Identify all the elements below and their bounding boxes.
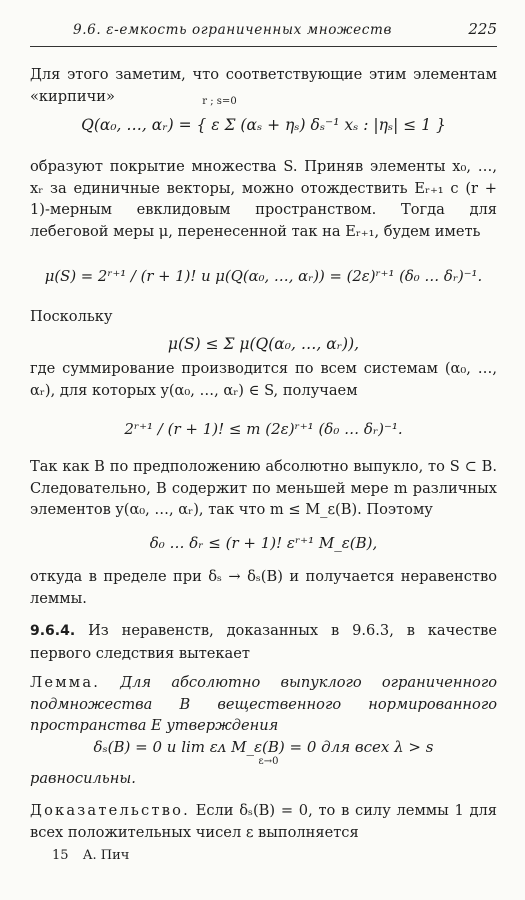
header-rule — [30, 46, 497, 47]
section-9-6-4 — [30, 620, 497, 664]
equation-brick-sum-limits: r ; s=0 — [202, 96, 237, 107]
paragraph-intro: Для этого заметим, что соответствующие этим элементам «кирпичи» — [30, 66, 497, 105]
proof-label: Доказательство. — [30, 802, 190, 819]
paragraph-since: Поскольку — [30, 308, 113, 325]
proof-paragraph — [30, 800, 497, 843]
equation-brick: Q(α₀, …, αᵣ) = { ε Σ (αₛ + ηₛ) δₛ⁻¹ xₛ : |ηₛ| ≤ 1 } — [81, 116, 446, 134]
page-footer — [52, 848, 129, 863]
lemma-text: Для абсолютно выпуклого ограниченного подмножества B вещественного нормированного пространства E утверждения — [30, 674, 497, 734]
paragraph-summation: где суммирование производится по всем системам (α₀, …, αᵣ), для которых y(α₀, …, αᵣ) ∈ S, получаем — [30, 360, 497, 399]
equation-equivalence: δₛ(B) = 0 и lim εᴧ M_ε(B) = 0 для всех λ > s — [93, 738, 434, 756]
section-text: Из неравенств, доказанных в 9.6.3, в качестве первого следствия вытекает — [30, 622, 497, 662]
paragraph-limit: откуда в пределе при δₛ → δₛ(B) и получается неравенство леммы. — [30, 568, 497, 607]
equation-lim-subscript: ε→0 — [258, 756, 279, 767]
equivalence-word: равносильны. — [30, 770, 136, 787]
equation-product-bound: δ₀ … δᵣ ≤ (r + 1)! εʳ⁺¹ M_ε(B), — [149, 534, 378, 552]
footer-author: А. Пич — [82, 848, 130, 863]
equation-bound: 2ʳ⁺¹ / (r + 1)! ≤ m (2ε)ʳ⁺¹ (δ₀ … δᵣ)⁻¹. — [124, 420, 403, 438]
section-number: 9.6.4. — [30, 623, 76, 639]
sheet-number: 15 — [52, 848, 69, 863]
paragraph-absolutely-convex: Так как B по предположению абсолютно выпукло, то S ⊂ B. Следовательно, B содержит по меньшей мере m различных элементов y(α₀, …, αᵣ), так что m ≤ M_ε(B). Поэтому — [30, 458, 497, 518]
proof-text: Если δₛ(B) = 0, то в силу леммы 1 для всех положительных чисел ε выполняется — [30, 802, 497, 841]
lemma-statement — [30, 672, 497, 737]
equation-measures: μ(S) = 2ʳ⁺¹ / (r + 1)! и μ(Q(α₀, …, αᵣ)) = (2ε)ʳ⁺¹ (δ₀ … δᵣ)⁻¹. — [44, 268, 483, 285]
page-number: 225 — [468, 20, 497, 38]
running-header-title: 9.6. ε-емкость ограниченных множеств — [73, 22, 392, 38]
lemma-label: Лемма. — [30, 674, 101, 691]
equation-sum-inequality: μ(S) ≤ Σ μ(Q(α₀, …, αᵣ)), — [167, 335, 360, 353]
paragraph-cover: образуют покрытие множества S. Приняв элементы x₀, …, xᵣ за единичные векторы, можно отождествить Eᵣ₊₁ с (r + 1)-мерным евклидовым пространством. Тогда для лебеговой меры μ, перенесенной так на Eᵣ₊₁, будем иметь — [30, 158, 497, 240]
